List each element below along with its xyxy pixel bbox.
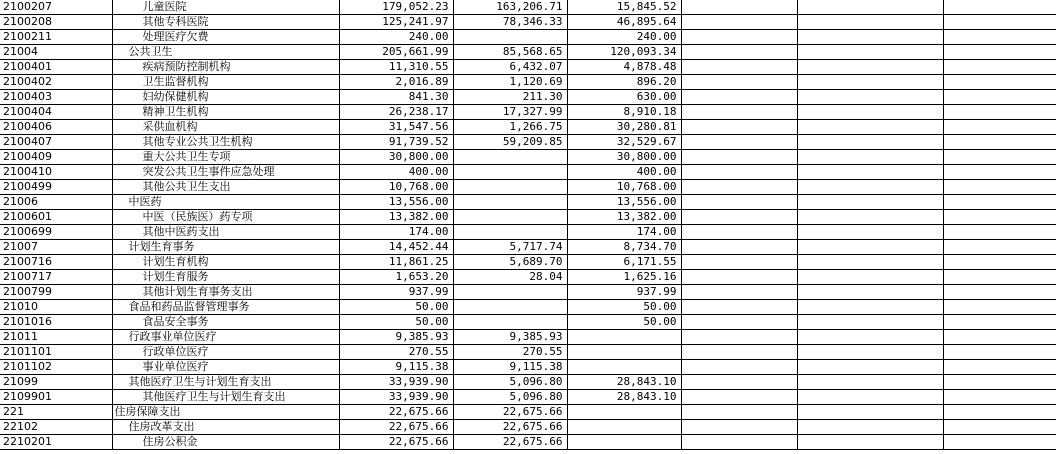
table-row [0,255,1056,270]
cell-empty[interactable] [681,90,797,105]
cell-total[interactable]: 179,052.23 [339,0,453,15]
cell-project[interactable] [567,435,681,450]
table-row [0,285,1056,300]
cell-name[interactable]: 食品和药品监督管理事务 [112,300,339,315]
cell-code[interactable]: 21006 [0,195,112,210]
cell-code[interactable]: 21010 [0,300,112,315]
cell-empty[interactable] [797,60,943,75]
cell-name[interactable]: 采供血机构 [112,120,339,135]
table-row [0,345,1056,360]
cell-project[interactable]: 8,734.70 [567,240,681,255]
cell-name[interactable]: 突发公共卫生事件应急处理 [112,165,339,180]
table-row [0,135,1056,150]
cell-empty[interactable] [797,420,943,435]
cell-code[interactable]: 21004 [0,45,112,60]
cell-empty[interactable] [797,435,943,450]
cell-project[interactable]: 50.00 [567,315,681,330]
cell-code[interactable]: 21007 [0,240,112,255]
cell-name[interactable]: 计划生育机构 [112,255,339,270]
cell-empty[interactable] [681,135,797,150]
cell-code[interactable]: 22102 [0,420,112,435]
cell-name[interactable]: 行政事业单位医疗 [112,330,339,345]
cell-project[interactable]: 32,529.67 [567,135,681,150]
cell-empty[interactable] [681,0,797,15]
cell-empty[interactable] [797,30,943,45]
cell-project[interactable]: 28,843.10 [567,375,681,390]
cell-empty[interactable] [797,15,943,30]
cell-code[interactable]: 21011 [0,330,112,345]
table-row [0,420,1056,435]
cell-empty[interactable] [797,150,943,165]
table-row [0,45,1056,60]
cell-name[interactable]: 食品安全事务 [112,315,339,330]
cell-empty[interactable] [681,165,797,180]
table-row [0,120,1056,135]
cell-total[interactable]: 270.55 [339,345,453,360]
cell-name[interactable]: 其他专科医院 [112,15,339,30]
cell-empty[interactable] [943,195,1056,210]
cell-code[interactable]: 2100601 [0,210,112,225]
cell-basic[interactable]: 28.04 [453,270,567,285]
cell-empty[interactable] [797,195,943,210]
cell-empty[interactable] [681,45,797,60]
cell-project[interactable]: 46,895.64 [567,15,681,30]
cell-name[interactable]: 重大公共卫生专项 [112,150,339,165]
cell-total[interactable]: 1,653.20 [339,270,453,285]
table-row [0,90,1056,105]
cell-code[interactable]: 2101016 [0,315,112,330]
cell-name[interactable]: 其他公共卫生支出 [112,180,339,195]
table-row [0,375,1056,390]
cell-empty[interactable] [943,435,1056,450]
cell-basic[interactable]: 22,675.66 [453,435,567,450]
table-row [0,150,1056,165]
cell-project[interactable]: 400.00 [567,165,681,180]
cell-empty[interactable] [943,135,1056,150]
table-row [0,30,1056,45]
table-row [0,0,1056,15]
cell-name[interactable]: 疾病预防控制机构 [112,60,339,75]
cell-empty[interactable] [797,75,943,90]
cell-empty[interactable] [943,375,1056,390]
cell-total[interactable]: 240.00 [339,30,453,45]
table-row [0,240,1056,255]
cell-empty[interactable] [943,150,1056,165]
cell-project[interactable]: 50.00 [567,300,681,315]
cell-empty[interactable] [681,150,797,165]
cell-project[interactable]: 120,093.34 [567,45,681,60]
cell-code[interactable]: 2100403 [0,90,112,105]
cell-name[interactable]: 住房保障支出 [112,405,339,420]
cell-empty[interactable] [681,60,797,75]
cell-name[interactable]: 计划生育服务 [112,270,339,285]
cell-total[interactable]: 13,382.00 [339,210,453,225]
cell-total[interactable]: 91,739.52 [339,135,453,150]
cell-total[interactable]: 400.00 [339,165,453,180]
cell-name[interactable]: 行政单位医疗 [112,345,339,360]
table-row [0,105,1056,120]
cell-name[interactable]: 计划生育事务 [112,240,339,255]
table-row [0,300,1056,315]
cell-project[interactable]: 13,556.00 [567,195,681,210]
cell-basic[interactable] [453,285,567,300]
cell-name[interactable]: 公共卫生 [112,45,339,60]
cell-code[interactable]: 2100716 [0,255,112,270]
cell-total[interactable]: 13,556.00 [339,195,453,210]
cell-empty[interactable] [943,345,1056,360]
cell-code[interactable]: 2100208 [0,15,112,30]
cell-empty[interactable] [681,285,797,300]
cell-empty[interactable] [943,420,1056,435]
cell-code[interactable]: 2100407 [0,135,112,150]
cell-name[interactable]: 儿童医院 [112,0,339,15]
cell-code[interactable]: 221 [0,405,112,420]
cell-empty[interactable] [681,75,797,90]
cell-empty[interactable] [943,180,1056,195]
cell-empty[interactable] [681,15,797,30]
cell-basic[interactable]: 1,266.75 [453,120,567,135]
cell-total[interactable]: 26,238.17 [339,105,453,120]
table-row [0,405,1056,420]
table-row [0,195,1056,210]
cell-empty[interactable] [943,30,1056,45]
cell-name[interactable]: 住房公积金 [112,435,339,450]
cell-project[interactable] [567,330,681,345]
cell-project[interactable]: 174.00 [567,225,681,240]
cell-empty[interactable] [943,60,1056,75]
table-row [0,60,1056,75]
cell-code[interactable]: 2109901 [0,390,112,405]
cell-basic[interactable] [453,225,567,240]
cell-code[interactable]: 2210201 [0,435,112,450]
cell-total[interactable]: 841.30 [339,90,453,105]
cell-empty[interactable] [681,345,797,360]
cell-empty[interactable] [681,330,797,345]
cell-empty[interactable] [797,210,943,225]
cell-total[interactable]: 22,675.66 [339,405,453,420]
table-row [0,330,1056,345]
cell-empty[interactable] [797,330,943,345]
cell-empty[interactable] [797,300,943,315]
cell-code[interactable]: 2100402 [0,75,112,90]
cell-total[interactable]: 31,547.56 [339,120,453,135]
table-row [0,315,1056,330]
cell-empty[interactable] [797,105,943,120]
cell-empty[interactable] [681,435,797,450]
cell-empty[interactable] [943,15,1056,30]
cell-basic[interactable] [453,150,567,165]
cell-basic[interactable]: 211.30 [453,90,567,105]
cell-empty[interactable] [797,255,943,270]
cell-empty[interactable] [681,255,797,270]
cell-total[interactable]: 33,939.90 [339,390,453,405]
cell-project[interactable]: 1,625.16 [567,270,681,285]
cell-name[interactable]: 其他专业公共卫生机构 [112,135,339,150]
cell-basic[interactable]: 9,385.93 [453,330,567,345]
table-row [0,180,1056,195]
cell-code[interactable]: 2100499 [0,180,112,195]
cell-name[interactable]: 卫生监督机构 [112,75,339,90]
cell-project[interactable]: 8,910.18 [567,105,681,120]
cell-empty[interactable] [797,180,943,195]
cell-empty[interactable] [797,90,943,105]
cell-empty[interactable] [797,270,943,285]
cell-empty[interactable] [797,315,943,330]
table-row [0,15,1056,30]
cell-empty[interactable] [943,270,1056,285]
cell-project[interactable]: 937.99 [567,285,681,300]
cell-empty[interactable] [797,390,943,405]
cell-basic[interactable]: 78,346.33 [453,15,567,30]
cell-name[interactable]: 事业单位医疗 [112,360,339,375]
cell-total[interactable]: 50.00 [339,315,453,330]
cell-empty[interactable] [681,240,797,255]
cell-empty[interactable] [681,420,797,435]
cell-project[interactable]: 240.00 [567,30,681,45]
cell-empty[interactable] [681,180,797,195]
table-row [0,390,1056,405]
cell-code[interactable]: 2100401 [0,60,112,75]
table-row [0,75,1056,90]
table-row [0,435,1056,450]
cell-total[interactable]: 22,675.66 [339,435,453,450]
cell-empty[interactable] [681,210,797,225]
cell-project[interactable]: 896.20 [567,75,681,90]
cell-basic[interactable]: 6,432.07 [453,60,567,75]
cell-project[interactable]: 30,280.81 [567,120,681,135]
cell-project[interactable]: 15,845.52 [567,0,681,15]
cell-empty[interactable] [943,165,1056,180]
table-row [0,210,1056,225]
cell-code[interactable]: 2100410 [0,165,112,180]
cell-basic[interactable]: 9,115.38 [453,360,567,375]
cell-total[interactable]: 125,241.97 [339,15,453,30]
cell-basic[interactable]: 5,717.74 [453,240,567,255]
cell-name[interactable]: 处理医疗欠费 [112,30,339,45]
cell-basic[interactable]: 17,327.99 [453,105,567,120]
cell-empty[interactable] [797,135,943,150]
cell-total[interactable]: 205,661.99 [339,45,453,60]
cell-total[interactable]: 11,310.55 [339,60,453,75]
cell-total[interactable]: 174.00 [339,225,453,240]
cell-code[interactable]: 2100409 [0,150,112,165]
cell-empty[interactable] [943,405,1056,420]
cell-total[interactable]: 2,016.89 [339,75,453,90]
cell-total[interactable]: 937.99 [339,285,453,300]
cell-basic[interactable]: 5,096.80 [453,375,567,390]
cell-project[interactable] [567,360,681,375]
cell-empty[interactable] [681,315,797,330]
cell-code[interactable]: 2101101 [0,345,112,360]
cell-name[interactable]: 住房改革支出 [112,420,339,435]
table-row [0,165,1056,180]
cell-basic[interactable] [453,165,567,180]
cell-project[interactable]: 30,800.00 [567,150,681,165]
cell-empty[interactable] [943,75,1056,90]
cell-empty[interactable] [797,375,943,390]
cell-empty[interactable] [681,270,797,285]
cell-basic[interactable] [453,210,567,225]
cell-code[interactable]: 2100699 [0,225,112,240]
cell-code[interactable]: 2100717 [0,270,112,285]
table-row [0,360,1056,375]
cell-empty[interactable] [943,285,1056,300]
cell-empty[interactable] [681,375,797,390]
cell-basic[interactable]: 270.55 [453,345,567,360]
cell-total[interactable]: 9,385.93 [339,330,453,345]
cell-basic[interactable]: 85,568.65 [453,45,567,60]
cell-empty[interactable] [797,285,943,300]
cell-empty[interactable] [943,210,1056,225]
cell-empty[interactable] [681,225,797,240]
cell-total[interactable]: 9,115.38 [339,360,453,375]
cell-empty[interactable] [681,30,797,45]
cell-empty[interactable] [681,300,797,315]
cell-basic[interactable]: 5,689.70 [453,255,567,270]
cell-project[interactable]: 630.00 [567,90,681,105]
cell-empty[interactable] [797,45,943,60]
cell-code[interactable]: 21099 [0,375,112,390]
cell-empty[interactable] [797,120,943,135]
cell-basic[interactable]: 22,675.66 [453,405,567,420]
cell-empty[interactable] [943,255,1056,270]
cell-basic[interactable]: 22,675.66 [453,420,567,435]
cell-empty[interactable] [943,225,1056,240]
cell-empty[interactable] [797,165,943,180]
cell-empty[interactable] [943,120,1056,135]
cell-basic[interactable] [453,180,567,195]
cell-total[interactable]: 50.00 [339,300,453,315]
cell-basic[interactable]: 1,120.69 [453,75,567,90]
cell-empty[interactable] [797,405,943,420]
cell-code[interactable]: 2100404 [0,105,112,120]
cell-empty[interactable] [943,300,1056,315]
cell-basic[interactable] [453,195,567,210]
cell-total[interactable]: 14,452.44 [339,240,453,255]
cell-code[interactable]: 2100799 [0,285,112,300]
cell-name[interactable]: 中医药 [112,195,339,210]
cell-code[interactable]: 2100211 [0,30,112,45]
cell-project[interactable]: 6,171.55 [567,255,681,270]
cell-name[interactable]: 其他计划生育事务支出 [112,285,339,300]
cell-name[interactable]: 妇幼保健机构 [112,90,339,105]
cell-project[interactable]: 28,843.10 [567,390,681,405]
cell-project[interactable] [567,345,681,360]
cell-project[interactable]: 10,768.00 [567,180,681,195]
cell-empty[interactable] [681,120,797,135]
cell-empty[interactable] [943,0,1056,15]
cell-basic[interactable] [453,30,567,45]
cell-basic[interactable]: 5,096.80 [453,390,567,405]
cell-code[interactable]: 2101102 [0,360,112,375]
cell-code[interactable]: 2100207 [0,0,112,15]
cell-code[interactable]: 2100406 [0,120,112,135]
cell-empty[interactable] [681,195,797,210]
cell-empty[interactable] [797,0,943,15]
table-row [0,225,1056,240]
cell-project[interactable] [567,420,681,435]
cell-empty[interactable] [943,315,1056,330]
cell-empty[interactable] [943,240,1056,255]
cell-empty[interactable] [681,105,797,120]
cell-empty[interactable] [943,105,1056,120]
cell-empty[interactable] [943,90,1056,105]
cell-empty[interactable] [681,360,797,375]
cell-basic[interactable] [453,300,567,315]
cell-name[interactable]: 中医（民族医）药专项 [112,210,339,225]
cell-total[interactable]: 33,939.90 [339,375,453,390]
cell-basic[interactable]: 163,206.71 [453,0,567,15]
cell-project[interactable]: 4,878.48 [567,60,681,75]
cell-name[interactable]: 其他中医药支出 [112,225,339,240]
cell-name[interactable]: 其他医疗卫生与计划生育支出 [112,375,339,390]
cell-project[interactable]: 13,382.00 [567,210,681,225]
cell-basic[interactable] [453,315,567,330]
cell-name[interactable]: 其他医疗卫生与计划生育支出 [112,390,339,405]
table-row [0,270,1056,285]
cell-basic[interactable]: 59,209.85 [453,135,567,150]
cell-empty[interactable] [797,240,943,255]
cell-name[interactable]: 精神卫生机构 [112,105,339,120]
cell-empty[interactable] [943,330,1056,345]
cell-total[interactable]: 10,768.00 [339,180,453,195]
cell-empty[interactable] [943,390,1056,405]
cell-empty[interactable] [943,45,1056,60]
cell-empty[interactable] [681,405,797,420]
cell-empty[interactable] [797,225,943,240]
cell-total[interactable]: 22,675.66 [339,420,453,435]
cell-empty[interactable] [943,360,1056,375]
cell-project[interactable] [567,405,681,420]
cell-empty[interactable] [797,360,943,375]
cell-empty[interactable] [681,390,797,405]
cell-empty[interactable] [797,345,943,360]
cell-total[interactable]: 11,861.25 [339,255,453,270]
cell-total[interactable]: 30,800.00 [339,150,453,165]
